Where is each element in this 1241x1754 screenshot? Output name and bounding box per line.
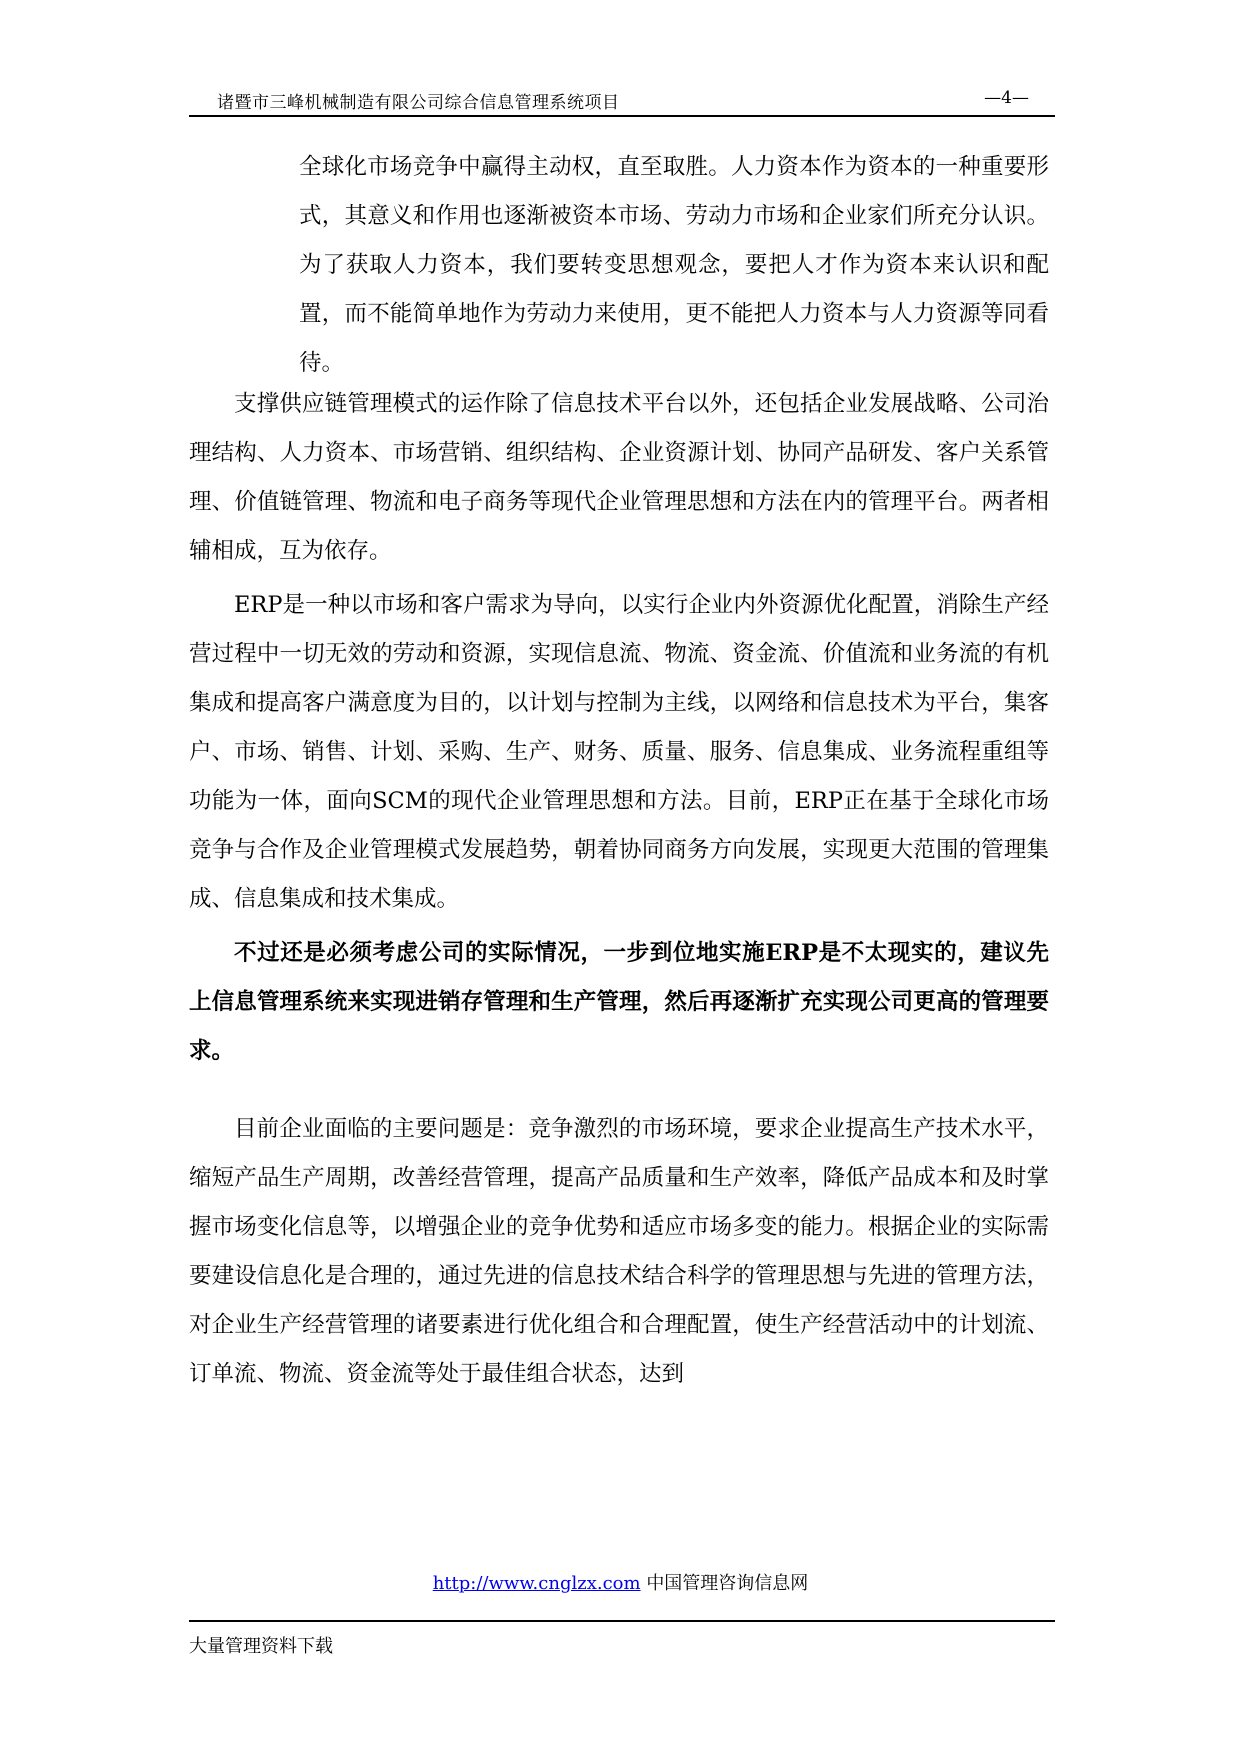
paragraph-human-capital: 全球化市场竞争中赢得主动权，直至取胜。人力资本作为资本的一种重要形式，其意义和作用也逐渐被资本市场、劳动力市场和企业家们所充分认识。为了获取人力资本，我们要转变思想观念，要把人才作为资本来认识和配置，而不能简单地作为劳动力来使用，更不能把人力资本与人力资源等同看待。 (299, 154, 1049, 376)
header-title: 诸暨市三峰机械制造有限公司综合信息管理系统项目 (217, 93, 620, 113)
paragraph-erp-definition: ERP是一种以市场和客户需求为导向，以实行企业内外资源优化配置，消除生产经营过程中一切无效的劳动和资源，实现信息流、物流、资金流、价值流和业务流的有机集成和提高客户满意度为目的，以计划与控制为主线，以网络和信息技术为平台，集客户、市场、销售、计划、采购、生产、财务、质量、服务、信息集成、业务流程重组等功能为一体，面向SCM的现代企业管理思想和方法。目前，ERP正在基于全球化市场竞争与合作及企业管理模式发展趋势，朝着协同商务方向发展，实现更大范围的管理集成、信息集成和技术集成。 (189, 592, 1049, 912)
footer-divider (189, 1620, 1055, 1622)
footer-link-row (0, 1569, 1241, 1595)
paragraph-current-problems: 目前企业面临的主要问题是：竞争激烈的市场环境，要求企业提高生产技术水平，缩短产品生产周期，改善经营管理，提高产品质量和生产效率，降低产品成本和及时掌握市场变化信息等，以增强企业的竞争优势和适应市场多变的能力。根据企业的实际需要建设信息化是合理的，通过先进的信息技术结合科学的管理思想与先进的管理方法，对企业生产经营管理的诸要素进行优化组合和合理配置，使生产经营活动中的计划流、订单流、物流、资金流等处于最佳组合状态，达到 (189, 1116, 1049, 1387)
paragraph-supply-chain: 支撑供应链管理模式的运作除了信息技术平台以外，还包括企业发展战略、公司治理结构、人力资本、市场营销、组织结构、企业资源计划、协同产品研发、客户关系管理、价值链管理、物流和电子商务等现代企业管理思想和方法在内的管理平台。两者相辅相成，互为依存。 (189, 391, 1049, 564)
paragraph-recommendation: 不过还是必须考虑公司的实际情况，一步到位地实施ERP是不太现实的，建议先上信息管理系统来实现进销存管理和生产管理，然后再逐渐扩充实现公司更高的管理要求。 (189, 940, 1049, 1064)
website-link[interactable]: http://www.cnglzx.com (432, 1573, 641, 1594)
footer-note: 大量管理资料下载 (189, 1636, 333, 1657)
page-header (189, 86, 1055, 116)
header-divider (189, 115, 1055, 117)
page-number: —4— (984, 88, 1029, 108)
site-name: 中国管理咨询信息网 (646, 1573, 809, 1594)
